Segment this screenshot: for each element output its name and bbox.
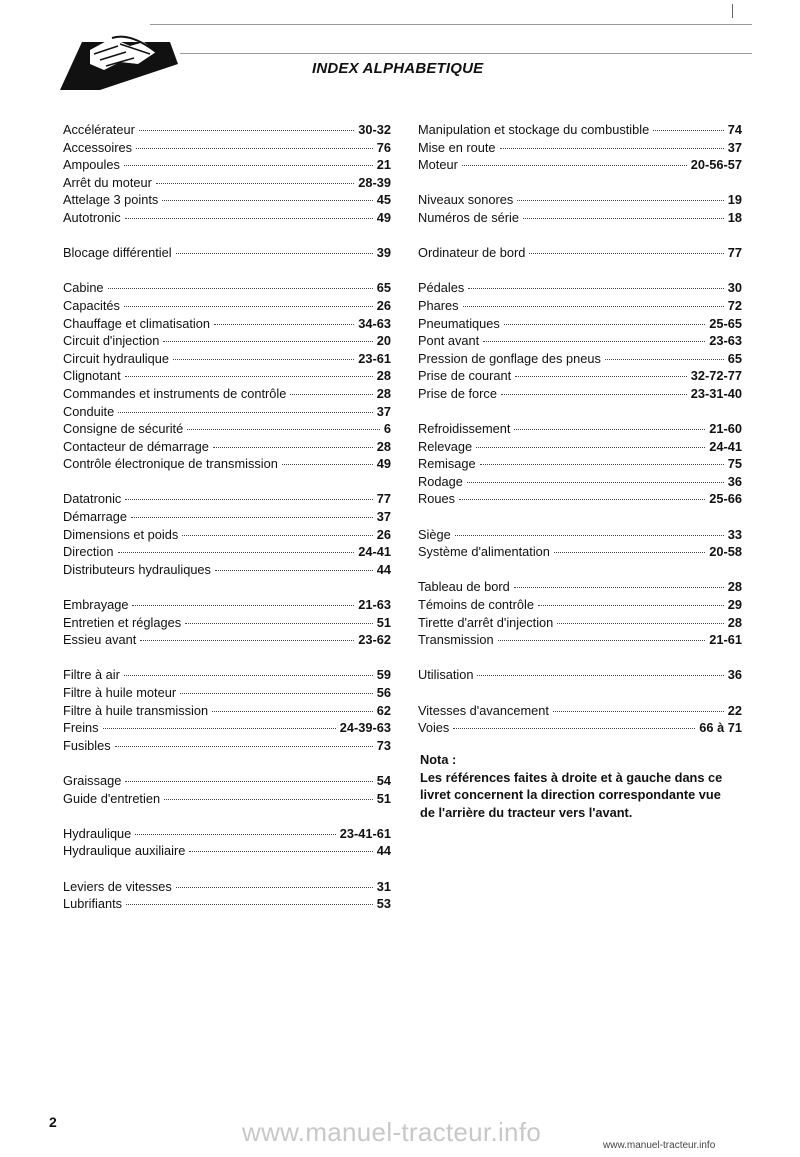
section-gap	[418, 403, 742, 421]
entry-label: Manipulation et stockage du combustible	[418, 122, 650, 137]
section-gap	[63, 649, 391, 667]
dot-leader	[176, 253, 373, 254]
index-entry	[63, 297, 391, 315]
entry-page: 28	[376, 368, 391, 384]
entry-label: Accélérateur	[63, 122, 135, 137]
entry-label: Remisage	[418, 456, 476, 472]
index-entry	[418, 191, 742, 209]
page-title: INDEX ALPHABETIQUE	[312, 60, 484, 77]
index-entry	[63, 121, 391, 139]
entry-page: 77	[727, 245, 742, 261]
dot-leader	[124, 306, 373, 307]
entry-label: Freins	[63, 720, 99, 736]
section-gap	[418, 684, 742, 702]
entry-page: 66 à 71	[699, 720, 742, 736]
dot-leader	[529, 253, 723, 254]
entry-page: 19	[727, 192, 742, 208]
index-entry	[63, 332, 391, 350]
entry-label: Embrayage	[63, 597, 129, 613]
entry-page: 25-65	[709, 315, 742, 331]
dot-leader	[163, 341, 372, 342]
dot-leader	[212, 711, 373, 712]
index-entry	[418, 631, 742, 649]
entry-label: Consigne de sécurité	[63, 421, 184, 437]
dot-leader	[108, 288, 373, 289]
dot-leader	[125, 218, 373, 219]
entry-page: 37	[376, 509, 391, 525]
entry-label: Ordinateur de bord	[418, 245, 526, 261]
entry-label: Voies	[418, 720, 450, 736]
dot-leader	[140, 640, 354, 641]
index-entry	[418, 297, 742, 315]
entry-page: 44	[376, 561, 391, 577]
entry-page: 49	[376, 209, 391, 225]
index-entry	[63, 543, 391, 561]
entry-label: Guide d'entretien	[63, 790, 161, 806]
index-entry	[418, 420, 742, 438]
dot-leader	[185, 623, 373, 624]
index-entry	[418, 244, 742, 262]
entry-page: 49	[376, 456, 391, 472]
dot-leader	[523, 218, 724, 219]
entry-label: Refroidissement	[418, 421, 511, 437]
entry-page: 23-63	[709, 333, 742, 349]
dot-leader	[124, 165, 373, 166]
index-entry	[63, 438, 391, 456]
entry-page: 25-66	[709, 491, 742, 507]
index-entry	[418, 455, 742, 473]
entry-label: Leviers de vitesses	[63, 878, 172, 894]
entry-page: 28	[727, 614, 742, 630]
entry-label: Contrôle électronique de transmission	[63, 456, 278, 472]
dot-leader	[453, 728, 695, 729]
entry-label: Dimensions et poids	[63, 526, 179, 542]
dot-leader	[504, 324, 705, 325]
entry-page: 22	[727, 702, 742, 718]
entry-page: 21-60	[709, 421, 742, 437]
header-rule-top	[150, 24, 752, 25]
index-entry	[63, 508, 391, 526]
dot-leader	[501, 394, 687, 395]
dot-leader	[459, 499, 705, 500]
index-entry	[418, 526, 742, 544]
section-gap	[63, 578, 391, 596]
entry-page: 30-32	[358, 122, 391, 137]
index-entry	[63, 403, 391, 421]
entry-label: Circuit d'injection	[63, 333, 160, 349]
entry-label: Utilisation	[418, 667, 474, 683]
nota-block	[420, 751, 760, 821]
entry-label: Mise en route	[418, 139, 496, 155]
section-gap	[418, 227, 742, 245]
entry-page: 39	[376, 245, 391, 261]
entry-label: Hydraulique auxiliaire	[63, 843, 186, 859]
dot-leader	[514, 429, 705, 430]
entry-page: 20-58	[709, 544, 742, 560]
nota-line: de l'arrière du tracteur vers l'avant.	[420, 804, 633, 820]
entry-label: Niveaux sonores	[418, 192, 514, 208]
dot-leader	[514, 587, 724, 588]
index-entry	[63, 244, 391, 262]
index-entry	[63, 825, 391, 843]
entry-page: 24-41	[358, 544, 391, 560]
entry-label: Relevage	[418, 438, 473, 454]
entry-page: 21-61	[709, 632, 742, 648]
entry-label: Hydraulique	[63, 825, 132, 841]
index-entry	[418, 473, 742, 491]
entry-page: 72	[727, 297, 742, 313]
section-gap	[418, 508, 742, 526]
dot-leader	[173, 359, 354, 360]
dot-leader	[477, 675, 723, 676]
index-entry	[63, 596, 391, 614]
entry-page: 31	[376, 878, 391, 894]
hand-book-logo	[60, 24, 180, 94]
index-column-right	[418, 121, 742, 737]
entry-label: Pneumatiques	[418, 315, 500, 331]
index-entry	[418, 315, 742, 333]
dot-leader	[290, 394, 372, 395]
index-entry	[418, 596, 742, 614]
section-gap	[418, 649, 742, 667]
entry-label: Commandes et instruments de contrôle	[63, 385, 287, 401]
entry-page: 21-63	[358, 597, 391, 613]
dot-leader	[131, 517, 373, 518]
entry-label: Autotronic	[63, 209, 121, 225]
entry-label: Circuit hydraulique	[63, 350, 169, 366]
dot-leader	[476, 447, 705, 448]
entry-label: Pont avant	[418, 333, 480, 349]
dot-leader	[182, 535, 373, 536]
dot-leader	[176, 887, 373, 888]
dot-leader	[282, 464, 373, 465]
index-entry	[63, 790, 391, 808]
index-entry	[418, 332, 742, 350]
entry-page: 24-41	[709, 438, 742, 454]
index-entry	[63, 772, 391, 790]
entry-page: 29	[727, 597, 742, 613]
index-entry	[63, 385, 391, 403]
entry-label: Pression de gonflage des pneus	[418, 350, 601, 366]
entry-page: 51	[376, 614, 391, 630]
entry-page: 59	[376, 667, 391, 683]
entry-label: Système d'alimentation	[418, 544, 550, 560]
entry-page: 65	[376, 280, 391, 296]
entry-page: 34-63	[358, 315, 391, 331]
index-entry	[418, 350, 742, 368]
entry-page: 20-56-57	[690, 157, 742, 173]
entry-label: Blocage différentiel	[63, 245, 172, 261]
entry-label: Clignotant	[63, 368, 121, 384]
entry-page: 33	[727, 526, 742, 542]
entry-page: 32-72-77	[690, 368, 742, 384]
entry-label: Essieu avant	[63, 632, 137, 648]
entry-label: Direction	[63, 544, 114, 560]
entry-label: Fusibles	[63, 737, 111, 753]
footer-url: www.manuel-tracteur.info	[603, 1140, 716, 1151]
index-entry	[418, 614, 742, 632]
section-gap	[63, 860, 391, 878]
entry-label: Prise de force	[418, 385, 497, 401]
section-gap	[63, 262, 391, 280]
index-entry	[418, 385, 742, 403]
entry-page: 23-31-40	[690, 385, 742, 401]
dot-leader	[463, 306, 724, 307]
index-column-left	[63, 121, 391, 913]
dot-leader	[214, 324, 354, 325]
entry-page: 74	[727, 122, 742, 137]
dot-leader	[500, 148, 724, 149]
entry-label: Arrêt du moteur	[63, 174, 152, 190]
dot-leader	[180, 693, 373, 694]
entry-page: 28	[376, 438, 391, 454]
entry-label: Contacteur de démarrage	[63, 438, 209, 454]
index-entry	[418, 578, 742, 596]
index-entry	[63, 156, 391, 174]
dot-leader	[553, 711, 724, 712]
index-entry	[418, 719, 742, 737]
dot-leader	[213, 447, 373, 448]
entry-page: 6	[383, 421, 391, 437]
entry-label: Entretien et réglages	[63, 614, 182, 630]
dot-leader	[115, 746, 373, 747]
entry-label: Attelage 3 points	[63, 192, 159, 208]
entry-page: 75	[727, 456, 742, 472]
dot-leader	[187, 429, 380, 430]
index-entry	[63, 526, 391, 544]
dot-leader	[483, 341, 705, 342]
section-gap	[418, 174, 742, 192]
entry-label: Filtre à air	[63, 667, 120, 683]
dot-leader	[462, 165, 687, 166]
entry-label: Filtre à huile transmission	[63, 702, 209, 718]
entry-page: 28	[376, 385, 391, 401]
entry-page: 62	[376, 702, 391, 718]
dot-leader	[557, 623, 723, 624]
dot-leader	[125, 376, 373, 377]
entry-label: Numéros de série	[418, 209, 519, 225]
entry-label: Datatronic	[63, 491, 122, 507]
entry-label: Conduite	[63, 403, 115, 419]
entry-label: Ampoules	[63, 157, 120, 173]
entry-page: 24-39-63	[339, 720, 391, 736]
entry-label: Chauffage et climatisation	[63, 315, 211, 331]
entry-label: Siège	[418, 526, 451, 542]
index-entry	[63, 367, 391, 385]
entry-page: 28	[727, 579, 742, 595]
index-entry	[63, 895, 391, 913]
entry-label: Rodage	[418, 473, 463, 489]
entry-page: 51	[376, 790, 391, 806]
dot-leader	[118, 412, 373, 413]
index-entry	[63, 842, 391, 860]
index-entry	[418, 702, 742, 720]
index-entry	[63, 684, 391, 702]
index-entry	[418, 438, 742, 456]
entry-label: Capacités	[63, 297, 120, 313]
section-gap	[63, 807, 391, 825]
dot-leader	[515, 376, 687, 377]
index-entry	[63, 702, 391, 720]
dot-leader	[125, 499, 372, 500]
section-gap	[63, 473, 391, 491]
entry-label: Graissage	[63, 772, 122, 788]
entry-label: Phares	[418, 297, 459, 313]
entry-label: Distributeurs hydrauliques	[63, 561, 211, 577]
entry-page: 53	[376, 896, 391, 912]
index-entry	[63, 878, 391, 896]
entry-page: 56	[376, 685, 391, 700]
index-entry	[63, 174, 391, 192]
watermark-url: www.manuel-tracteur.info	[242, 1117, 542, 1147]
section-gap	[63, 227, 391, 245]
entry-label: Roues	[418, 491, 455, 507]
entry-label: Témoins de contrôle	[418, 597, 534, 613]
entry-page: 23-41-61	[339, 825, 391, 841]
dot-leader	[498, 640, 706, 641]
index-entry	[418, 490, 742, 508]
index-entry	[63, 350, 391, 368]
index-entry	[418, 121, 742, 139]
entry-page: 23-61	[358, 350, 391, 366]
dot-leader	[467, 482, 724, 483]
index-entry	[63, 139, 391, 157]
entry-page: 18	[727, 209, 742, 225]
dot-leader	[132, 605, 354, 606]
index-entry	[63, 209, 391, 227]
entry-label: Prise de courant	[418, 368, 512, 384]
dot-leader	[455, 535, 724, 536]
entry-page: 30	[727, 280, 742, 296]
index-entry	[63, 315, 391, 333]
dot-leader	[156, 183, 354, 184]
index-entry	[63, 420, 391, 438]
entry-label: Démarrage	[63, 509, 128, 525]
dot-leader	[124, 675, 373, 676]
nota-line: livret concernent la direction correspondante vue	[420, 787, 721, 802]
index-entry	[63, 631, 391, 649]
nota-heading: Nota :	[420, 752, 457, 767]
entry-page: 28-39	[358, 174, 391, 190]
dot-leader	[135, 834, 335, 835]
entry-page: 77	[376, 491, 391, 507]
entry-label: Lubrifiants	[63, 896, 123, 912]
dot-leader	[118, 552, 355, 553]
entry-page: 37	[376, 403, 391, 419]
index-entry	[418, 666, 742, 684]
dot-leader	[162, 200, 372, 201]
entry-label: Tableau de bord	[418, 579, 510, 595]
entry-page: 65	[727, 350, 742, 366]
entry-page: 44	[376, 843, 391, 859]
index-entry	[418, 209, 742, 227]
entry-page: 20	[376, 333, 391, 349]
dot-leader	[517, 200, 723, 201]
index-entry	[63, 666, 391, 684]
nota-line: Les références faites à droite et à gauche dans ce	[420, 769, 723, 785]
entry-label: Tirette d'arrêt d'injection	[418, 614, 554, 630]
index-entry	[63, 191, 391, 209]
entry-label: Cabine	[63, 280, 104, 296]
index-entry	[63, 279, 391, 297]
dot-leader	[554, 552, 705, 553]
entry-label: Filtre à huile moteur	[63, 685, 177, 700]
entry-page: 21	[376, 157, 391, 173]
dot-leader	[136, 148, 373, 149]
dot-leader	[215, 570, 373, 571]
index-entry	[63, 737, 391, 755]
entry-label: Pédales	[418, 280, 465, 296]
entry-label: Accessoires	[63, 139, 132, 155]
entry-page: 76	[376, 139, 391, 155]
entry-page: 73	[376, 737, 391, 753]
index-entry	[63, 490, 391, 508]
index-entry	[418, 367, 742, 385]
index-entry	[418, 279, 742, 297]
entry-page: 54	[376, 772, 391, 788]
entry-page: 26	[376, 297, 391, 313]
dot-leader	[139, 130, 354, 131]
section-gap	[418, 262, 742, 280]
entry-label: Vitesses d'avancement	[418, 702, 549, 718]
entry-page: 37	[727, 139, 742, 155]
index-entry	[418, 543, 742, 561]
dot-leader	[125, 781, 372, 782]
section-gap	[63, 754, 391, 772]
corner-tick	[732, 4, 733, 18]
section-gap	[418, 561, 742, 579]
index-entry	[63, 455, 391, 473]
index-entry	[63, 719, 391, 737]
dot-leader	[103, 728, 336, 729]
entry-page: 26	[376, 526, 391, 542]
entry-page: 45	[376, 192, 391, 208]
entry-label: Transmission	[418, 632, 494, 648]
dot-leader	[468, 288, 724, 289]
page-number: 2	[49, 1114, 57, 1130]
index-entry	[63, 561, 391, 579]
entry-page: 36	[727, 667, 742, 683]
index-entry	[63, 614, 391, 632]
index-entry	[418, 139, 742, 157]
dot-leader	[653, 130, 724, 131]
dot-leader	[126, 904, 373, 905]
header-rule-bottom	[180, 53, 752, 54]
index-entry	[418, 156, 742, 174]
entry-page: 23-62	[358, 632, 391, 648]
dot-leader	[605, 359, 724, 360]
dot-leader	[480, 464, 724, 465]
dot-leader	[189, 851, 372, 852]
dot-leader	[538, 605, 724, 606]
entry-label: Moteur	[418, 157, 458, 173]
dot-leader	[164, 799, 373, 800]
entry-page: 36	[727, 473, 742, 489]
